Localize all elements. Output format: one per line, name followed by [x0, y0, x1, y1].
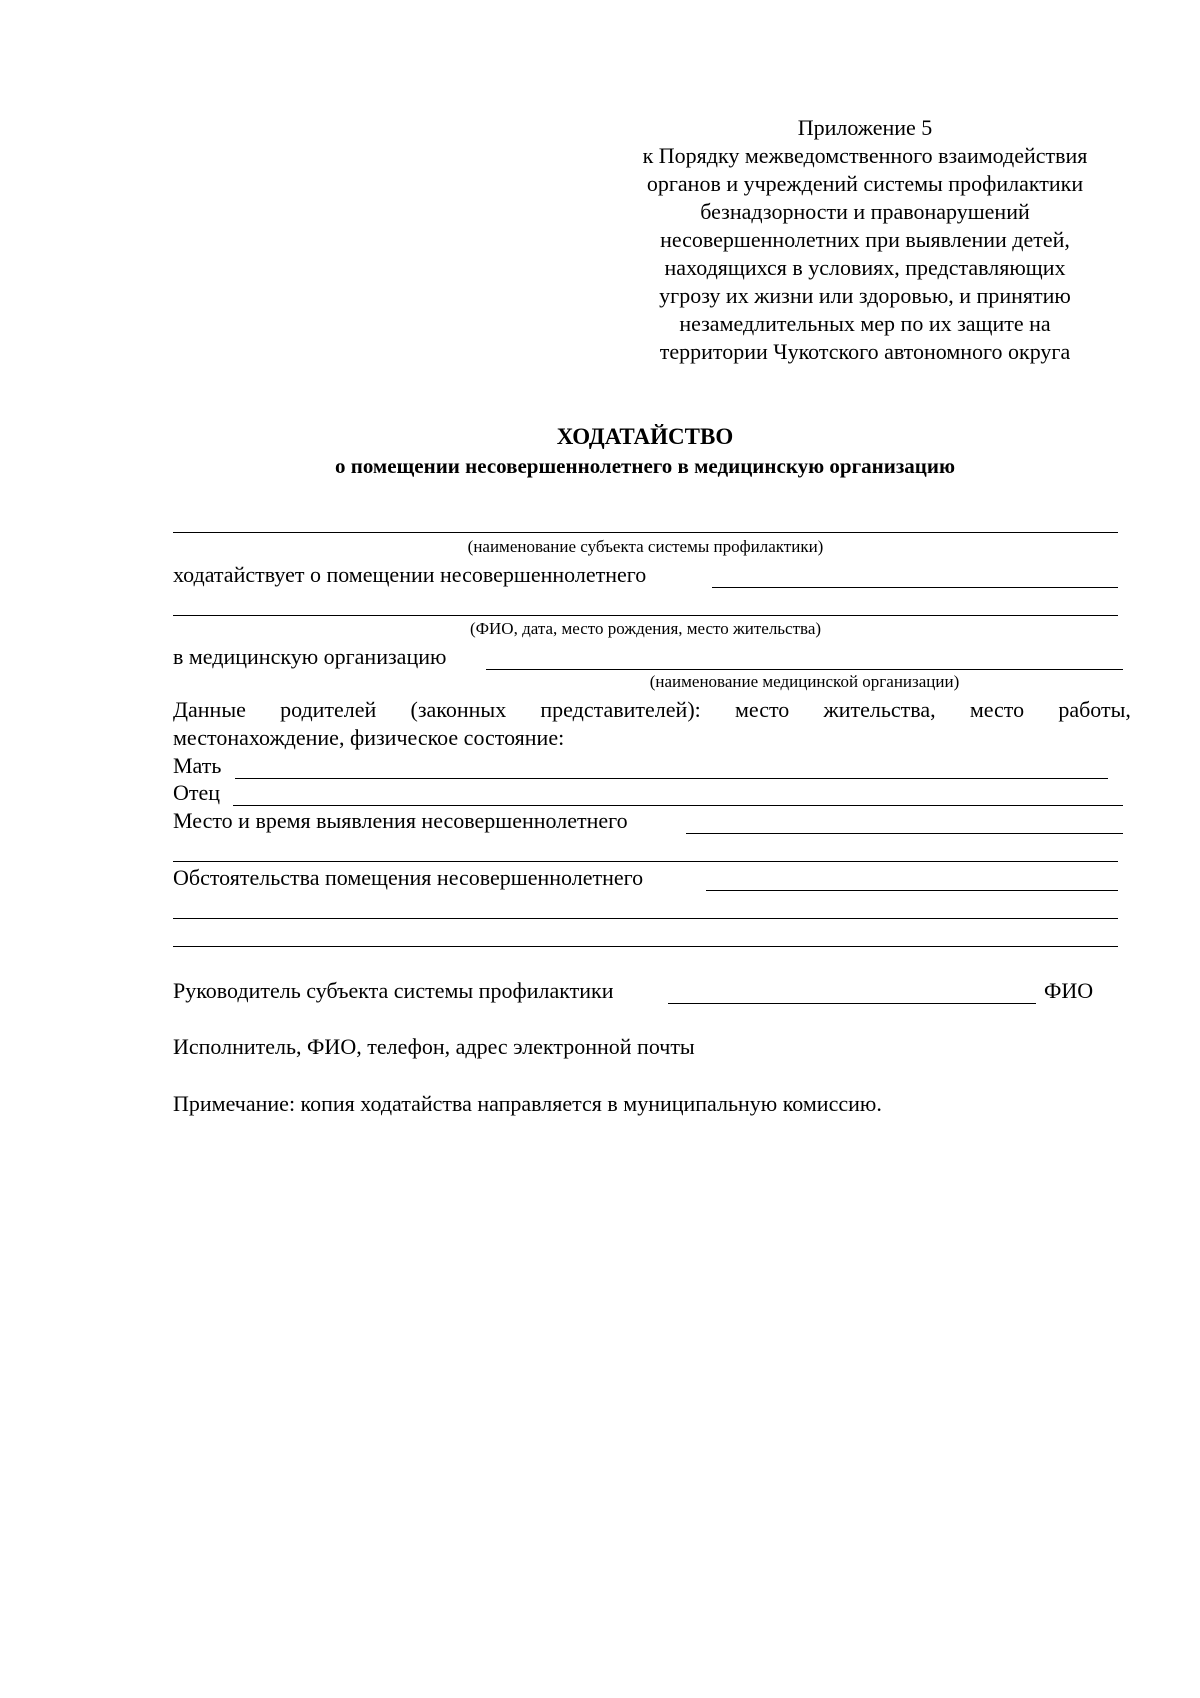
circumstances-line-3	[173, 946, 1118, 947]
detection-line-2	[173, 861, 1118, 862]
appendix-line: безнадзорности и правонарушений	[700, 199, 1030, 224]
circumstances-line	[706, 890, 1118, 891]
minor-details-line	[173, 615, 1118, 616]
head-text: Руководитель субъекта системы профилактики	[173, 978, 614, 1003]
subject-caption: (наименование субъекта системы профилактики)	[467, 537, 824, 556]
appendix-line: органов и учреждений системы профилактики	[646, 171, 1084, 196]
appendix-line: угрозу их жизни или здоровью, и принятию	[659, 283, 1071, 308]
parents-data-text-line2: местонахождение, физическое состояние:	[173, 725, 565, 750]
minor-caption: (ФИО, дата, место рождения, место жительства)	[469, 619, 822, 638]
parents-data-word: представителей):	[540, 697, 701, 722]
medical-org-line	[486, 669, 1123, 670]
appendix-line: Приложение 5	[797, 115, 933, 140]
appendix-line: находящихся в условиях, представляющих	[664, 255, 1066, 280]
subject-name-line	[173, 532, 1118, 533]
parents-data-word: родителей	[280, 697, 377, 722]
mother-line	[235, 778, 1108, 779]
medical-org-text: в медицинскую организацию	[173, 644, 447, 669]
minor-name-line	[712, 587, 1118, 588]
appendix-header	[590, 114, 1140, 366]
parents-data-word: место	[734, 697, 790, 722]
executor-text: Исполнитель, ФИО, телефон, адрес электронной почты	[173, 1034, 695, 1059]
appendix-line: к Порядку межведомственного взаимодействия	[642, 143, 1088, 168]
detection-line	[686, 833, 1123, 834]
father-label: Отец	[173, 780, 221, 805]
note-text: Примечание: копия ходатайства направляется в муниципальную комиссию.	[173, 1091, 882, 1116]
petitions-text: ходатайствует о помещении несовершеннолетнего	[173, 562, 647, 587]
parents-data-word: место	[969, 697, 1025, 722]
parents-data-word: жительства,	[823, 697, 936, 722]
appendix-line: незамедлительных мер по их защите на	[679, 311, 1051, 336]
circumstances-line-2	[173, 918, 1118, 919]
appendix-line: территории Чукотского автономного округа	[659, 339, 1071, 364]
head-signature-line	[668, 1003, 1036, 1004]
circumstances-text: Обстоятельства помещения несовершеннолетнего	[173, 865, 644, 890]
parents-data-text	[173, 696, 1131, 724]
parents-data-word: Данные	[173, 697, 246, 722]
father-line	[233, 805, 1123, 806]
parents-data-word: (законных	[410, 697, 507, 722]
document-title: ХОДАТАЙСТВО	[556, 424, 734, 449]
medical-org-caption: (наименование медицинской организации)	[649, 672, 960, 691]
appendix-line: несовершеннолетних при выявлении детей,	[660, 227, 1070, 252]
parents-data-word: работы,	[1058, 697, 1131, 722]
detection-text: Место и время выявления несовершеннолетнего	[173, 808, 628, 833]
document-subtitle: о помещении несовершеннолетнего в медицинскую организацию	[334, 454, 956, 478]
head-fio: ФИО	[1044, 978, 1094, 1003]
mother-label: Мать	[173, 753, 222, 778]
